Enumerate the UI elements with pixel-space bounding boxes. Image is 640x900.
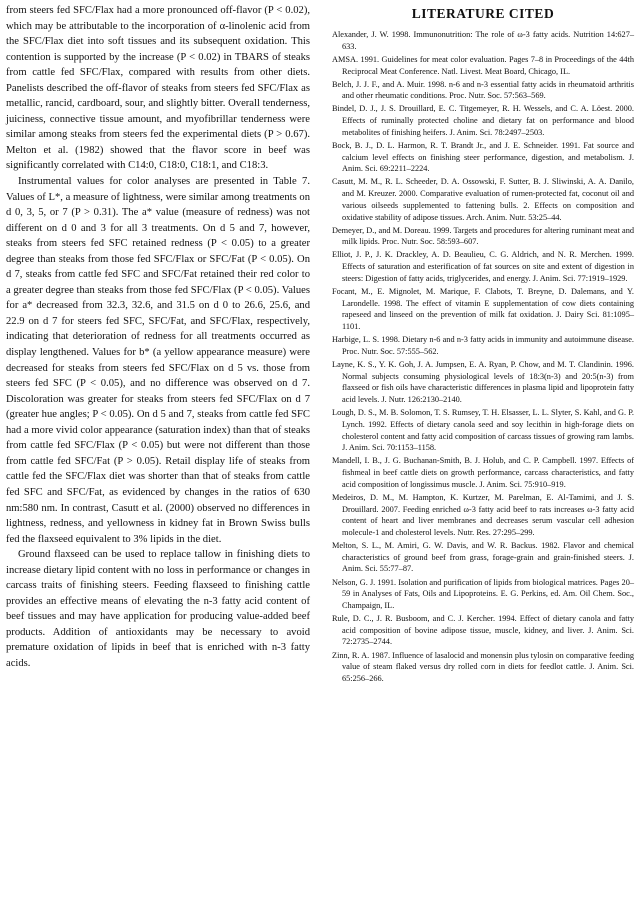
reference-entry: Medeiros, D. M., M. Hampton, K. Kurtzer, M. Parelman, E. Al-Tamimi, and J. S. Drouillard. 2007. Feeding enriched ω-3 fatty acid beef to rats increases ω-3 fatty acid content of heart and liver membranes and decreases serum vascular cell adhesion molecule-1 and cholesterol levels. Nutr. Res. 27:295–299. xyxy=(332,492,634,537)
body-paragraph: Ground flaxseed can be used to replace tallow in finishing diets to increase dietary lipid content with no loss in performance or changes in carcass traits of finishing steers. Feeding flaxseed to finishing cattle provides an effective means of elevating the n-3 fatty acid content of beef tissues and may have application for producing value-added beef products. Addition of antioxidants may be necessary to avoid premature oxidation of lipids in beef that is enriched with n-3 fatty acids. xyxy=(6,549,310,669)
reference-entry: Casutt, M. M., R. L. Scheeder, D. A. Ossowski, F. Sutter, B. J. Sliwinski, A. A. Danilo, and M. Kreuzer. 2000. Comparative evaluation of rumen-protected fat, coconut oil and various oilseeds supplemented to fattening bulls. 2. Effects on composition and oxidative stability of adipose tissues. Arch. Anim. Nutr. 53:25–44. xyxy=(332,177,634,222)
reference-entry: Harbige, L. S. 1998. Dietary n-6 and n-3 fatty acids in immunity and autoimmune disease. Proc. Nutr. Soc. 57:555–562. xyxy=(332,335,634,356)
reference-entry: Rule, D. C., J. R. Busboom, and C. J. Kercher. 1994. Effect of dietary canola and fatty acid composition of bovine adipose tissue, muscle, kidney, and liver. J. Anim. Sci. 72:2735–2744. xyxy=(332,614,634,647)
body-text-column xyxy=(6,3,310,672)
references-heading: LITERATURE CITED xyxy=(411,6,555,21)
reference-entry: Belch, J. J. F., and A. Muir. 1998. n-6 and n-3 essential fatty acids in rheumatoid arthritis and other rheumatic conditions. Proc. Nutr. Soc. 57:563–569. xyxy=(332,79,634,101)
reference-entry: Alexander, J. W. 1998. Immunonutrition: The role of ω-3 fatty acids. Nutrition 14:627–633. xyxy=(332,30,634,51)
reference-entry: Lough, D. S., M. B. Solomon, T. S. Rumsey, T. H. Elsasser, L. L. Slyter, S. Kahl, and G. P. Lynch. 1992. Effects of dietary canola seed and soy lecithin in high-forage diets on cholesterol content and fatty acid composition of carcass tissues of growing ram lambs. J. Anim. Sci. 70:1153–1158. xyxy=(332,408,634,453)
reference-entry: Bock, B. J., D. L. Harmon, R. T. Brandt Jr., and J. E. Schneider. 1991. Fat source and calcium level effects on finishing steer performance, digestion, and metabolism. J. Anim. Sci. 69:2211–2224. xyxy=(332,140,634,174)
body-paragraph: from steers fed SFC/Flax had a more pronounced off-flavor (P < 0.02), which may be attributable to the incorporation of α-linolenic acid from the SFC/Flax diet into soft tissues and its subsequent oxidation. This contention is supported by the increase (P < 0.02) in TBARS of steaks from cattle fed SFC/Flax, compared with results from other diets. Panelists described the off-flavor of steaks from steers fed SFC/Flax as metallic, rancid, cardboard, sour, and slightly bitter. Overall tenderness, juiciness, connective tissue amount, and myofibrillar tenderness were similar among steaks from steers fed the experimental diets (P > 0.67). Melton et al. (1982) showed that the flavor score in beef was significantly correlated with C14:0, C18:0, C18:1, and C18:3. xyxy=(6,5,310,172)
reference-entry: Mandell, I. B., J. G. Buchanan-Smith, B. J. Holub, and C. P. Campbell. 1997. Effects of fishmeal in beef cattle diets on growth performance, carcass characteristics, and fatty acid composition of longissimus muscle. J. Anim. Sci. 75:910–919. xyxy=(332,456,634,489)
reference-entry: Demeyer, D., and M. Doreau. 1999. Targets and procedures for altering ruminant meat and milk lipids. Proc. Nutr. Soc. 58:593–607. xyxy=(332,225,634,247)
reference-entry: Bindel, D. J., J. S. Drouillard, E. C. Titgemeyer, R. H. Wessels, and C. A. Löest. 2000. Effects of ruminally protected choline and dietary fat on performance and blood metabolites of finishing heifers. J. Anim. Sci. 78:2497–2503. xyxy=(332,104,634,137)
reference-entry: Zinn, R. A. 1987. Influence of lasalocid and monensin plus tylosin on comparative feeding value of steam flaked versus dry rolled corn in diets for feedlot cattle. J. Anim. Sci. 65:256–266. xyxy=(332,650,634,683)
reference-entry: Focant, M., E. Mignolet, M. Marique, F. Clabots, T. Breyne, D. Dalemans, and Y. Larondelle. 1998. The effect of vitamin E supplementation of cow diets containing rapeseed and linseed on the prevention of milk fat oxidation. J. Dairy Sci. 81:1095–1101. xyxy=(332,286,634,331)
reference-entry: AMSA. 1991. Guidelines for meat color evaluation. Pages 7–8 in Proceedings of the 44th Reciprocal Meat Conference. Natl. Livest. Meat Board, Chicago, IL. xyxy=(332,54,634,76)
body-paragraph: Instrumental values for color analyses are presented in Table 7. Values of L*, a measure of lightness, were similar among treatments on d 0, 3, 5, or 7 (P > 0.31). The a* value (measure of redness) was not different on d 0 and 3 for all 3 treatments. On d 5 and 7, however, steaks from steers fed SFC retained redness (P < 0.05) to a greater degree than steaks from those fed SFC/Flax or SFC/Fat (P < 0.05). On d 7, steaks from cattle fed SFC and SFC/Fat retained their red color to a greater degree than steaks from those fed SFC/Flax (P < 0.05). Values for a* decreased from 32.3, 32.6, and 31.5 on d 0 to 26.6, 25.6, and 22.9 on d 7 for steers fed SFC, SFC/Fat, and SFC/Flax, respectively, indicating that deterioration of redness for all treatments occurred as display lengthened. Values for b* (a yellow appearance measure) were decreased for steaks from steers fed SFC/Flax on d 5 vs. those from steers fed SFC (P < 0.05), and no difference was observed on d 7. Discoloration was greater for steaks from steers fed SFC/Flax on d 7 (greater hue angles; P < 0.05). On d 5 and 7, steaks from cattle fed SFC had a more vivid color appearance (saturation index) than that of steaks from cattle fed SFC/Flax (P < 0.05) but were not different than those from cattle fed SFC/Fat (P > 0.05). Retail display life of steaks from cattle fed the SFC/Flax diet was shorter than that of steaks from cattle fed SFC and SFC/Fat, as evidenced by changes in the ratios of 630 nm:580 nm. In contrast, Casutt et al. (2000) observed no differences in lightness, redness, and yellowness in kidney fat in Brown Swiss bulls fed the flaxseed equivalent to 3% lipids in the diet. xyxy=(6,176,310,545)
reference-entry: Nelson, G. J. 1991. Isolation and purification of lipids from biological matrices. Pages 20–59 in Analyses of Fats, Oils and Lipoproteins. E. G. Perkins, ed. Am. Oil Chem. Soc., Champaign, IL. xyxy=(332,577,634,610)
reference-entry: Elliot, J. P., J. K. Drackley, A. D. Beaulieu, C. G. Aldrich, and N. R. Merchen. 1999. Effects of saturation and esterification of fat sources on site and extent of digestion in steers: Digestion of fatty acids, triglycerides, and energy. J. Anim. Sci. 77:1919–1929. xyxy=(332,250,634,283)
reference-entry: Melton, S. L., M. Amiri, G. W. Davis, and W. R. Backus. 1982. Flavor and chemical characteristics of ground beef from grass, forage-grain and grain-finished steers. J. Anim. Sci. 55:77–87. xyxy=(332,541,634,574)
reference-entry: Layne, K. S., Y. K. Goh, J. A. Jumpsen, E. A. Ryan, P. Chow, and M. T. Clandinin. 1996. Normal subjects consuming physiological levels of 18:3(n-3) and 20:5(n-3) from flaxseed or fish oils have characteristic differences in plasma lipid and lipoprotein fatty acid levels. J. Nutr. 126:2130–2140. xyxy=(332,359,634,404)
reference-list xyxy=(332,29,634,685)
references-column xyxy=(332,3,634,686)
